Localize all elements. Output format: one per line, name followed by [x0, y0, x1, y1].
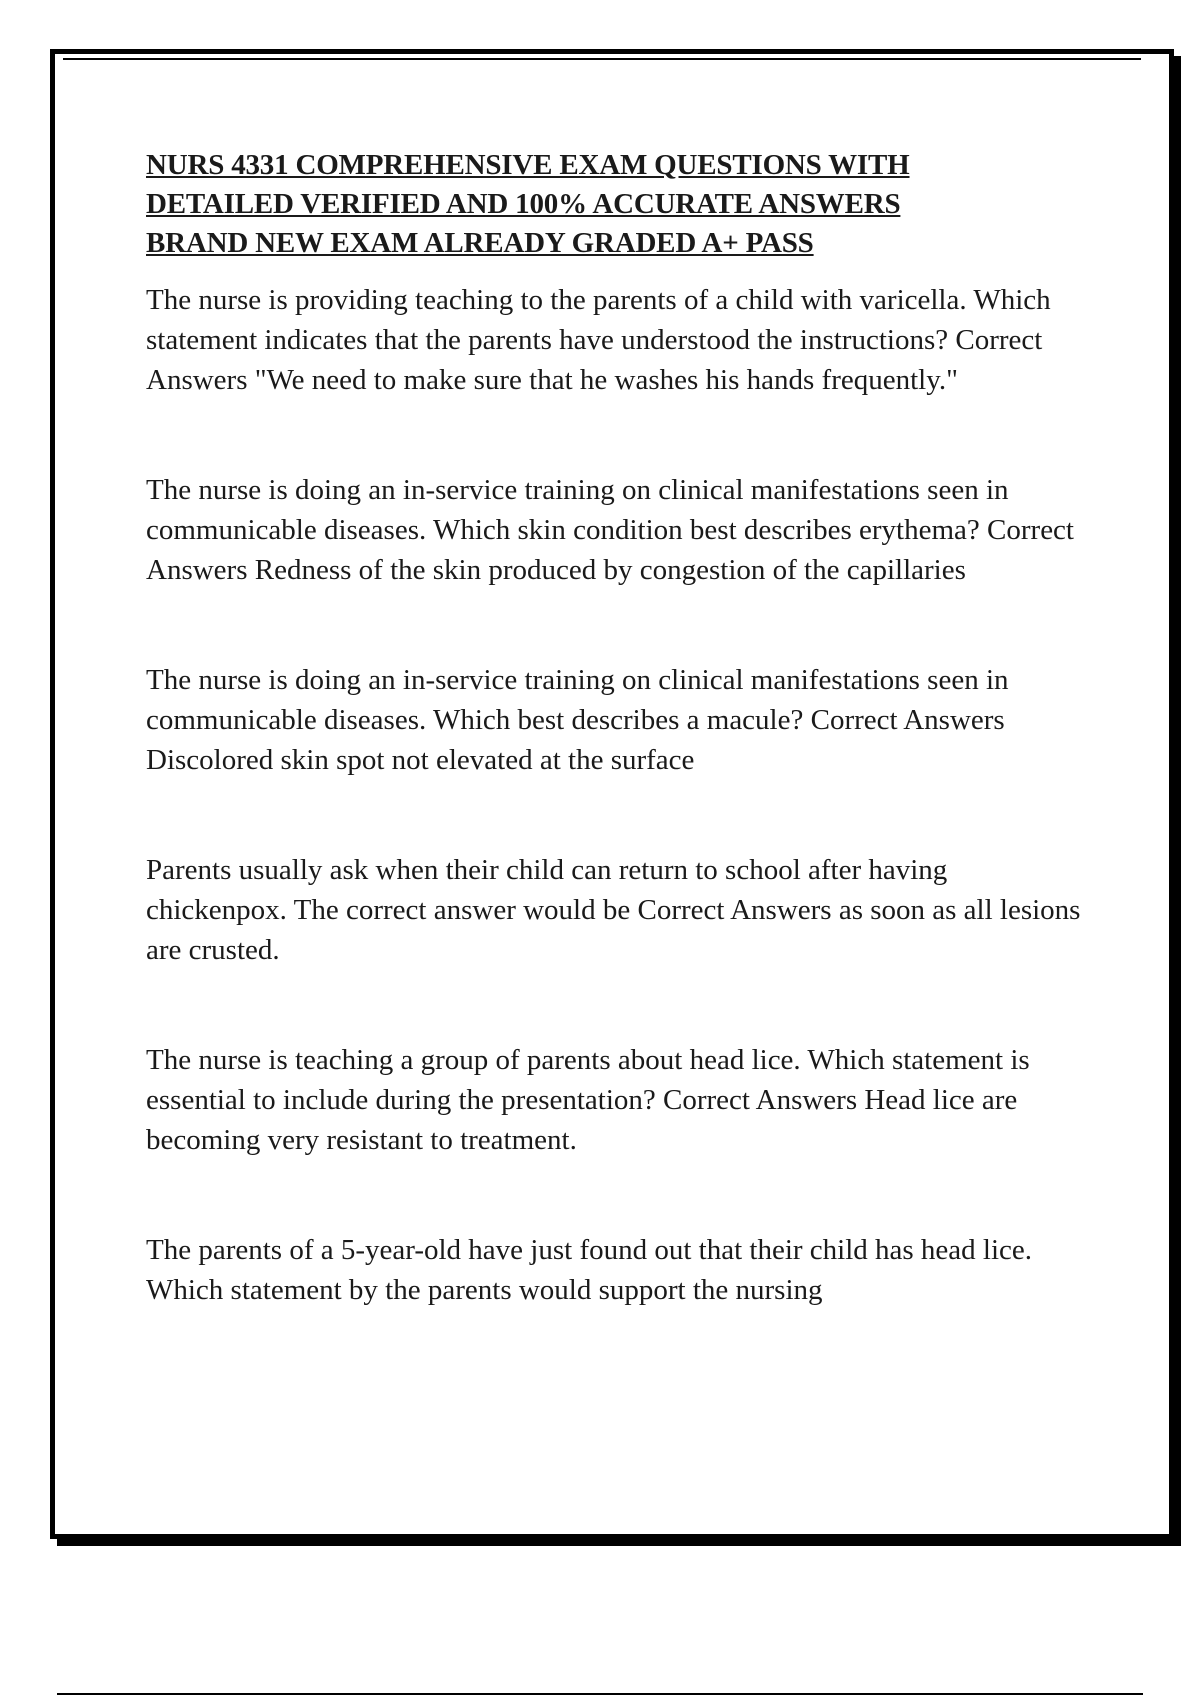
- answer-lead: Correct Answers: [663, 1084, 858, 1116]
- document-title: [146, 146, 1086, 263]
- title-line: NURS 4331 COMPREHENSIVE EXAM QUESTIONS WITH: [146, 149, 910, 181]
- answer-lead: Correct Answers: [637, 894, 832, 926]
- qa-item: [146, 660, 1086, 780]
- qa-item: [146, 280, 1086, 400]
- question-text: The parents of a 5-year-old have just found out that their child has head lice. Which statement by the parents would support the nursing: [146, 1234, 1033, 1306]
- answer-text: Discolored skin spot not elevated at the surface: [146, 744, 695, 776]
- qa-item: [146, 470, 1086, 590]
- question-text: The nurse is doing an in-service training on clinical manifestations seen in communicable diseases. Which skin condition best describes erythema?: [146, 474, 1009, 546]
- question-text: Parents usually ask when their child can return to school after having chickenpox. The correct answer would be: [146, 854, 948, 926]
- question-text: The nurse is teaching a group of parents about head lice. Which statement is essential to include during the presentation?: [146, 1044, 1030, 1116]
- answer-lead: Correct Answers: [146, 324, 1043, 396]
- answer-text: Redness of the skin produced by congestion of the capillaries: [254, 554, 966, 586]
- answer-text: Head lice are becoming very resistant to treatment.: [146, 1084, 1018, 1156]
- answer-text: as soon as all lesions are crusted.: [146, 894, 1081, 966]
- top-rule: [63, 58, 1141, 60]
- title-line: BRAND NEW EXAM ALREADY GRADED A+ PASS: [146, 227, 814, 259]
- qa-item: [146, 1040, 1086, 1160]
- question-text: The nurse is providing teaching to the parents of a child with varicella. Which statement indicates that the parents have understood the instructions?: [146, 284, 1051, 356]
- answer-text: "We need to make sure that he washes his hands frequently.": [254, 364, 958, 396]
- document-content: [146, 146, 1086, 1380]
- qa-item: [146, 850, 1086, 970]
- qa-item: [146, 1230, 1086, 1310]
- question-text: The nurse is doing an in-service training on clinical manifestations seen in communicable diseases. Which best describes a macule?: [146, 664, 1009, 736]
- qa-list: [146, 280, 1086, 1310]
- title-line: DETAILED VERIFIED AND 100% ACCURATE ANSWERS: [146, 188, 901, 220]
- answer-lead: Correct Answers: [810, 704, 1005, 736]
- answer-lead: Correct Answers: [146, 514, 1074, 586]
- page-bottom-rule: [57, 1693, 1143, 1695]
